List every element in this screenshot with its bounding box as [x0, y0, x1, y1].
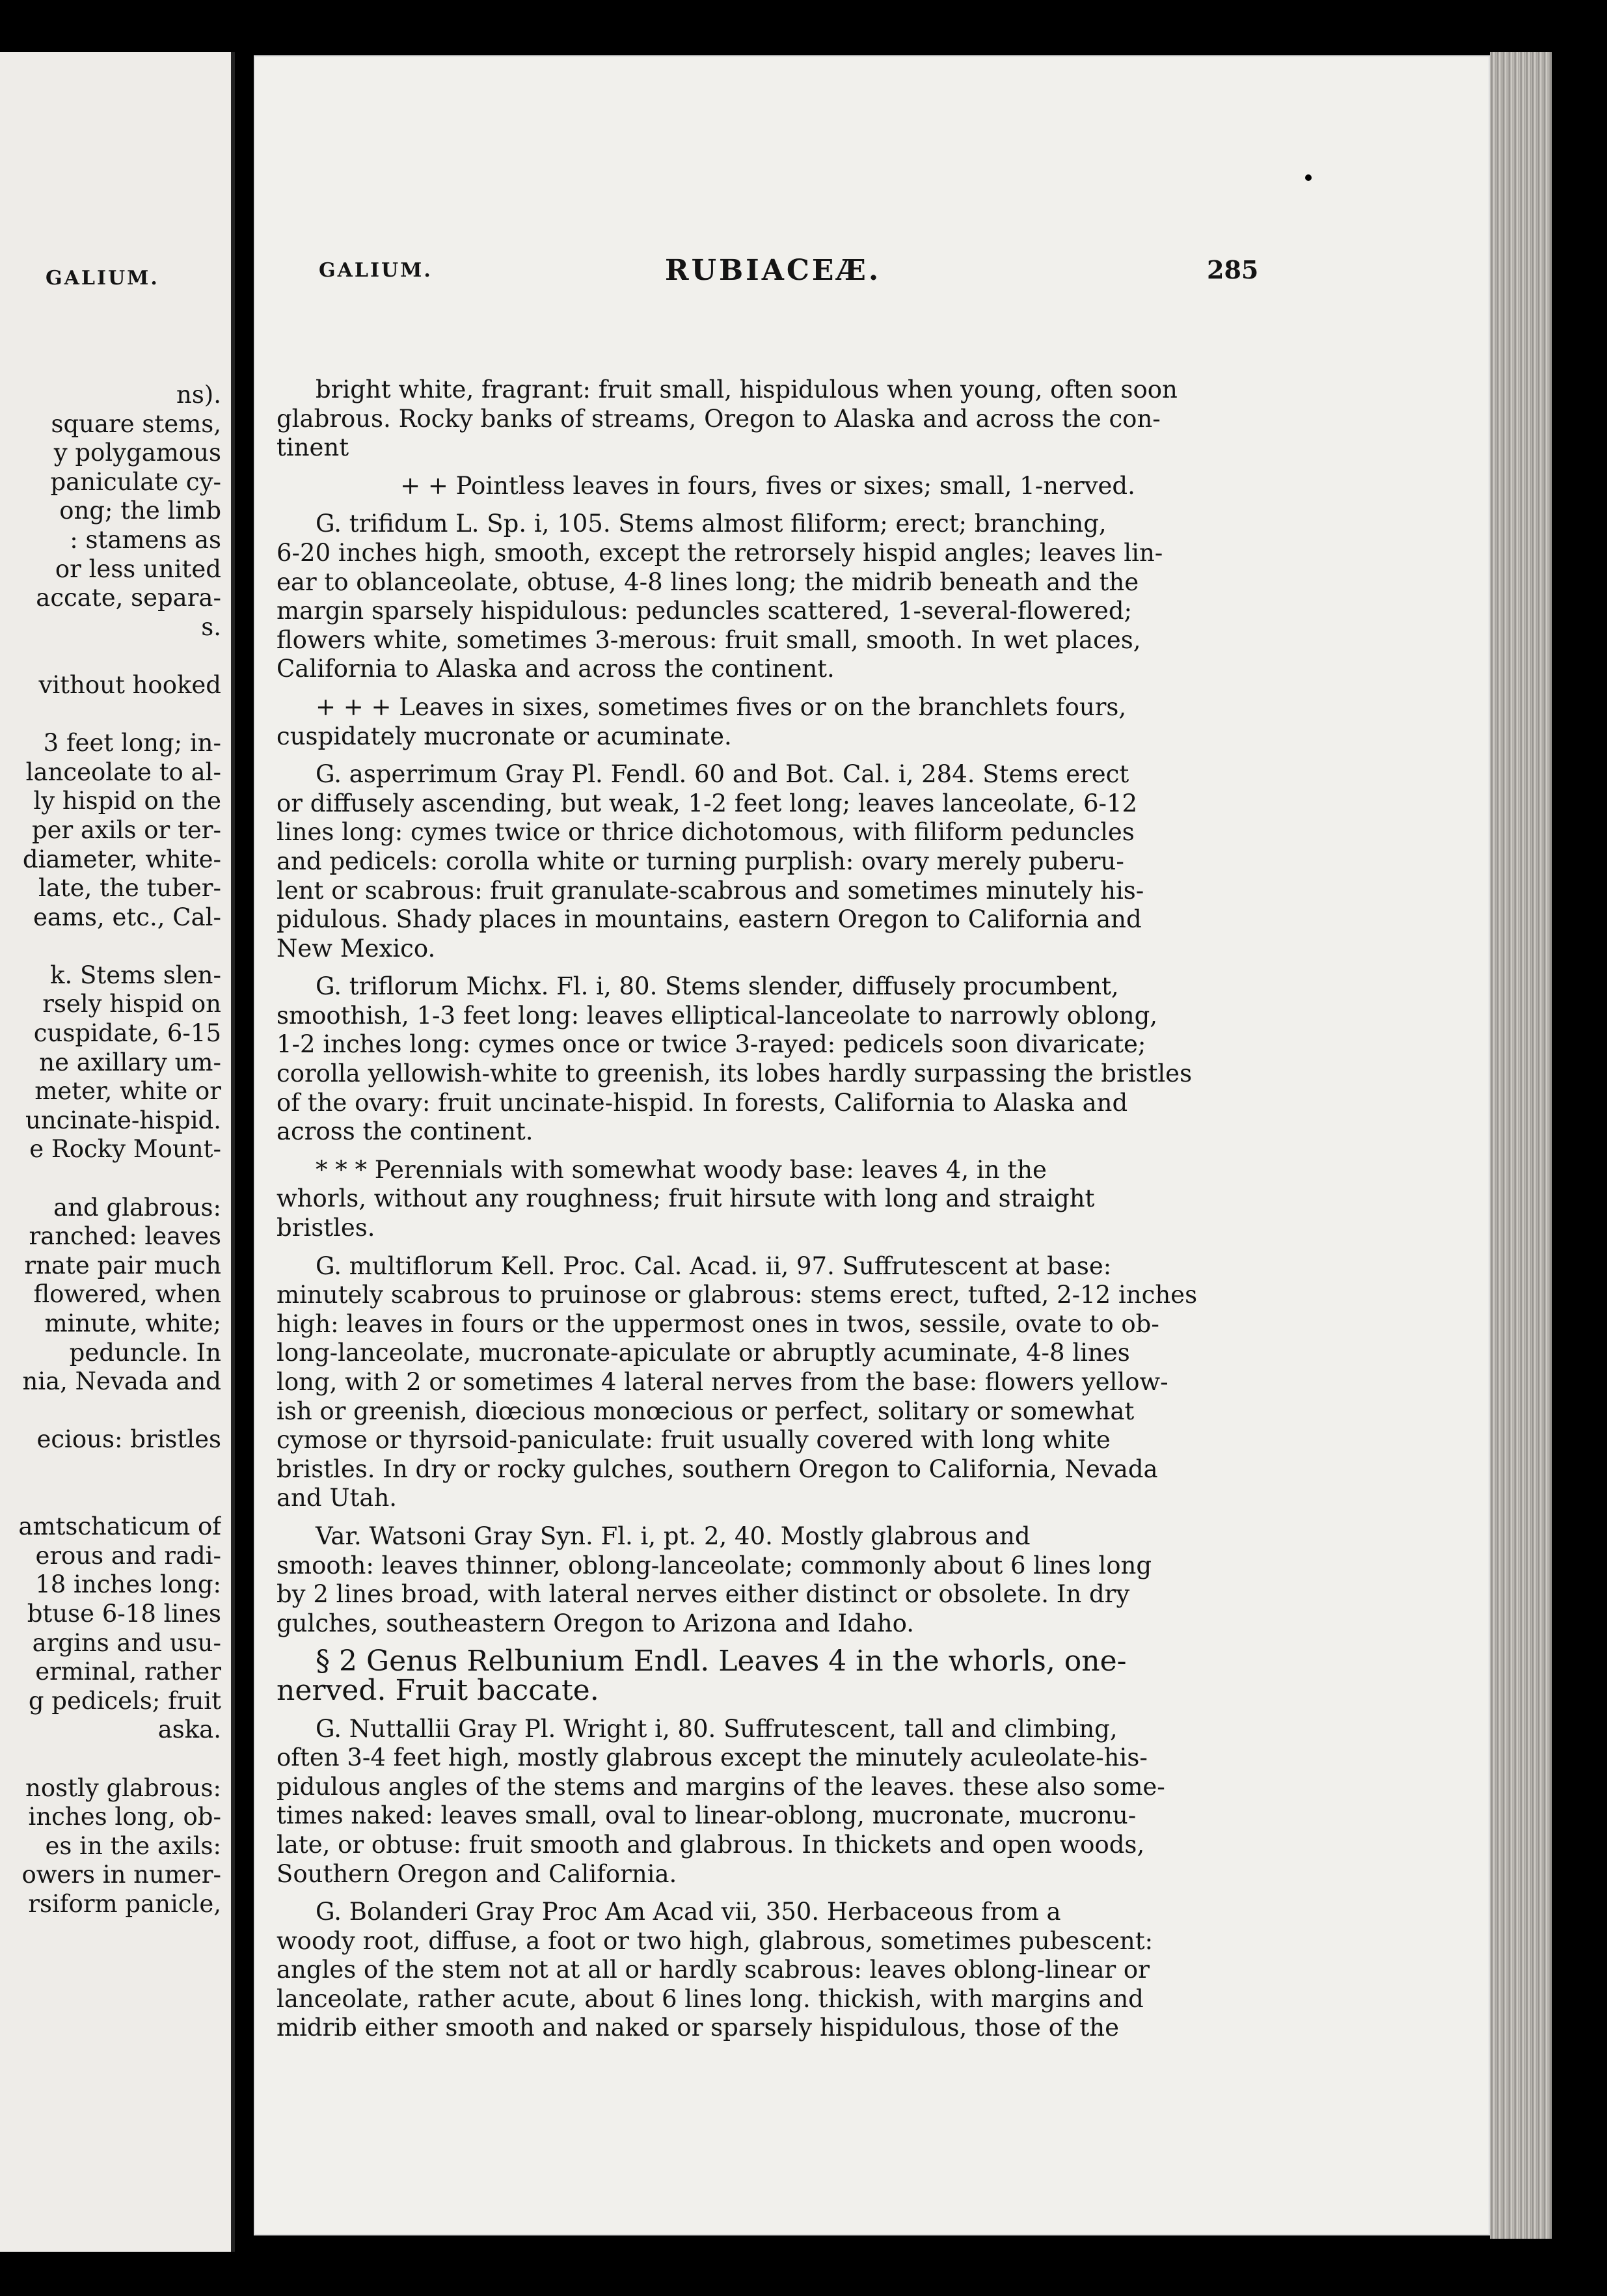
- left-text-line: per axils or ter-: [31, 815, 221, 844]
- paragraph: [277, 1156, 1259, 1243]
- text-line: G. Nuttallii Gray Pl. Wright i, 80. Suffrutescent, tall and climbing,: [316, 1714, 1118, 1743]
- text-line: by 2 lines broad, with lateral nerves either distinct or obsolete. In dry: [277, 1580, 1130, 1609]
- left-text-line: erminal, rather: [35, 1658, 221, 1686]
- paragraph: [277, 510, 1259, 684]
- main-page: [254, 55, 1490, 2235]
- text-line: cymose or thyrsoid-paniculate: fruit usually covered with long white: [277, 1426, 1111, 1455]
- text-line: long-lanceolate, mucronate-apiculate or abruptly acuminate, 4-8 lines: [277, 1339, 1130, 1367]
- left-text-line: cuspidate, 6-15: [33, 1019, 221, 1048]
- left-text-line: erous and radi-: [35, 1541, 221, 1570]
- text-line: or diffusely ascending, but weak, 1-2 feet long; leaves lanceolate, 6-12: [277, 789, 1138, 817]
- left-text-line: rnate pair much: [24, 1251, 221, 1279]
- text-line: flowers white, sometimes 3-merous: fruit small, smooth. In wet places,: [277, 625, 1141, 654]
- text-line: gulches, southeastern Oregon to Arizona and Idaho.: [277, 1609, 915, 1637]
- paragraph: [277, 1898, 1259, 2043]
- paragraph: [277, 1252, 1259, 1513]
- left-text-line: amtschaticum of: [18, 1512, 221, 1541]
- text-line: margin sparsely hispidulous: peduncles scattered, 1-several-flowered;: [277, 597, 1132, 625]
- left-text-line: [0, 932, 221, 961]
- left-text-line: [0, 1455, 221, 1484]
- left-text-line: vithout hooked: [38, 670, 221, 699]
- left-text-line: btuse 6-18 lines: [27, 1599, 221, 1628]
- text-line: bristles.: [277, 1214, 375, 1242]
- paragraph: [277, 376, 1259, 463]
- left-text-line: meter, white or: [34, 1077, 221, 1106]
- left-text-line: inches long, ob-: [28, 1803, 221, 1831]
- left-text-line: nia, Nevada and: [22, 1367, 221, 1396]
- text-line: smoothish, 1-3 feet long: leaves elliptical-lanceolate to narrowly oblong,: [277, 1001, 1158, 1030]
- text-line: and pedicels: corolla white or turning purplish: ovary merely puberu-: [277, 847, 1124, 875]
- text-line: + + + Leaves in sixes, sometimes fives or on the branchlets fours,: [316, 692, 1127, 721]
- text-line: corolla yellowish-white to greenish, its lobes hardly surpassing the bristles: [277, 1059, 1193, 1088]
- left-text-line: or less united: [55, 554, 221, 583]
- text-line: across the continent.: [277, 1117, 533, 1146]
- left-text-line: ranched: leaves: [29, 1222, 221, 1251]
- running-head: [254, 254, 1490, 293]
- left-text-line: k. Stems slen-: [50, 961, 221, 989]
- left-text-line: square stems,: [51, 409, 221, 438]
- text-line: woody root, diffuse, a foot or two high, glabrous, sometimes pubescent:: [277, 1926, 1154, 1955]
- left-text-line: diameter, white-: [22, 845, 221, 873]
- text-line: nerved. Fruit baccate.: [277, 1673, 599, 1707]
- text-line: ear to oblanceolate, obtuse, 4-8 lines long; the midrib beneath and the: [277, 567, 1139, 596]
- left-text-line: minute, white;: [44, 1309, 221, 1337]
- text-line: 1-2 inches long: cymes once or twice 3-rayed: pedicels soon divaricate;: [277, 1030, 1146, 1059]
- left-text-line: s.: [201, 612, 221, 641]
- text-line: glabrous. Rocky banks of streams, Oregon to Alaska and across the con-: [277, 404, 1161, 433]
- text-line: bristles. In dry or rocky gulches, southern Oregon to California, Nevada: [277, 1455, 1158, 1483]
- text-line: smooth: leaves thinner, oblong-lanceolate; commonly about 6 lines long: [277, 1551, 1152, 1579]
- left-text-line: ne axillary um-: [39, 1048, 221, 1076]
- text-line: minutely scabrous to pruinose or glabrous: stems erect, tufted, 2-12 inches: [277, 1281, 1198, 1309]
- left-text-line: [0, 1397, 221, 1426]
- text-line: G. asperrimum Gray Pl. Fendl. 60 and Bot. Cal. i, 284. Stems erect: [316, 760, 1129, 789]
- text-line: midrib either smooth and naked or sparsely hispidulous, those of the: [277, 2014, 1120, 2042]
- text-line: Var. Watsoni Gray Syn. Fl. i, pt. 2, 40. Mostly glabrous and: [316, 1522, 1031, 1550]
- left-text-line: es in the axils:: [45, 1831, 221, 1860]
- text-line: often 3-4 feet high, mostly glabrous except the minutely aculeolate-his-: [277, 1743, 1148, 1772]
- left-text-line: 3 feet long; in-: [43, 729, 221, 758]
- left-text-line: [0, 1164, 221, 1194]
- ink-speck: [1305, 174, 1312, 181]
- running-head-family: RUBIACEÆ.: [665, 254, 882, 287]
- left-text-line: ns).: [176, 381, 221, 409]
- text-line: G. triflorum Michx. Fl. i, 80. Stems slender, diffusely procumbent,: [316, 972, 1119, 1001]
- text-line: lanceolate, rather acute, about 6 lines long. thickish, with margins and: [277, 1984, 1144, 2013]
- left-text-line: [0, 700, 221, 730]
- paragraph: [277, 472, 1259, 501]
- left-text-line: uncinate-hispid.: [25, 1106, 221, 1134]
- text-line: of the ovary: fruit uncinate-hispid. In forests, California to Alaska and: [277, 1088, 1128, 1117]
- text-line: 6-20 inches high, smooth, except the retrorsely hispid angles; leaves lin-: [277, 538, 1163, 567]
- text-line: ish or greenish, diœcious monœcious or perfect, solitary or somewhat: [277, 1397, 1135, 1425]
- text-line: long, with 2 or sometimes 4 lateral nerves from the base: flowers yellow-: [277, 1368, 1168, 1396]
- left-text-line: flowered, when: [33, 1280, 221, 1309]
- left-text-line: ly hispid on the: [33, 787, 221, 815]
- left-text-line: aska.: [157, 1715, 221, 1744]
- left-text-line: e Rocky Mount-: [29, 1135, 221, 1164]
- paragraph: [277, 693, 1259, 751]
- left-text-line: 18 inches long:: [35, 1570, 221, 1599]
- left-text-line: rsiform panicle,: [28, 1889, 221, 1918]
- left-page-text: [0, 381, 221, 1919]
- left-text-line: y polygamous: [53, 439, 221, 467]
- page-edge: [1490, 52, 1552, 2239]
- left-text-line: [0, 1484, 221, 1513]
- text-line: late, or obtuse: fruit smooth and glabrous. In thickets and open woods,: [277, 1830, 1145, 1859]
- text-line: lines long: cymes twice or thrice dichotomous, with filiform peduncles: [277, 818, 1135, 847]
- text-line: G. multiflorum Kell. Proc. Cal. Acad. ii, 97. Suffrutescent at base:: [316, 1251, 1112, 1280]
- left-page-fragment: [0, 52, 235, 2252]
- left-text-line: peduncle. In: [69, 1338, 221, 1367]
- left-text-line: nostly glabrous:: [25, 1773, 221, 1802]
- text-line: angles of the stem not at all or hardly scabrous: leaves oblong-linear or: [277, 1956, 1150, 1984]
- text-line: bright white, fragrant: fruit small, hispidulous when young, often soon: [316, 376, 1178, 403]
- left-text-line: accate, separa-: [36, 584, 221, 612]
- left-text-line: paniculate cy-: [50, 467, 221, 496]
- left-text-line: rsely hispid on: [42, 990, 221, 1018]
- left-text-line: eams, etc., Cal-: [33, 903, 221, 931]
- left-text-line: : stamens as: [70, 525, 221, 554]
- left-text-line: late, the tuber-: [38, 874, 221, 903]
- body-text: [277, 376, 1259, 2052]
- text-line: pidulous. Shady places in mountains, eastern Oregon to California and: [277, 905, 1142, 934]
- left-text-line: ecious: bristles: [36, 1425, 221, 1454]
- text-line: California to Alaska and across the continent.: [277, 655, 835, 683]
- left-running-head: GALIUM.: [46, 267, 159, 290]
- text-line: times naked: leaves small, oval to linear-oblong, mucronate, mucronu-: [277, 1801, 1137, 1830]
- text-line: pidulous angles of the stems and margins of the leaves. these also some-: [277, 1772, 1165, 1801]
- running-head-genus: GALIUM.: [319, 259, 433, 282]
- left-text-line: ong; the limb: [59, 497, 221, 525]
- left-text-line: g pedicels; fruit: [28, 1686, 221, 1715]
- text-line: whorls, without any roughness; fruit hirsute with long and straight: [277, 1184, 1095, 1213]
- left-text-line: owers in numer-: [21, 1861, 221, 1889]
- text-line: § 2 Genus Relbunium Endl. Leaves 4 in the whorls, one-: [316, 1645, 1127, 1678]
- paragraph: [277, 760, 1259, 963]
- paragraph: [277, 1647, 1259, 1705]
- text-line: + + Pointless leaves in fours, fives or sixes; small, 1-nerved.: [400, 471, 1135, 500]
- left-text-line: lanceolate to al-: [25, 758, 221, 786]
- text-line: Southern Oregon and California.: [277, 1859, 677, 1888]
- text-line: and Utah.: [277, 1484, 398, 1512]
- text-line: New Mexico.: [277, 934, 436, 963]
- page-number: 285: [1207, 255, 1259, 284]
- left-text-line: [0, 642, 221, 671]
- paragraph: [277, 1715, 1259, 1889]
- text-line: lent or scabrous: fruit granulate-scabrous and sometimes minutely his-: [277, 876, 1144, 905]
- paragraph: [277, 1522, 1259, 1638]
- text-line: G. Bolanderi Gray Proc Am Acad vii, 350. Herbaceous from a: [316, 1898, 1061, 1926]
- left-text-line: and glabrous:: [53, 1193, 221, 1222]
- left-text-line: [0, 1745, 221, 1774]
- paragraph: [277, 972, 1259, 1147]
- text-line: cuspidately mucronate or acuminate.: [277, 722, 732, 750]
- text-line: high: leaves in fours or the uppermost ones in twos, sessile, ovate to ob-: [277, 1309, 1159, 1338]
- text-line: * * * Perennials with somewhat woody base: leaves 4, in the: [316, 1155, 1047, 1184]
- left-text-line: argins and usu-: [32, 1628, 221, 1657]
- text-line: G. trifidum L. Sp. i, 105. Stems almost filiform; erect; branching,: [316, 510, 1107, 538]
- text-line: tinent: [277, 433, 349, 462]
